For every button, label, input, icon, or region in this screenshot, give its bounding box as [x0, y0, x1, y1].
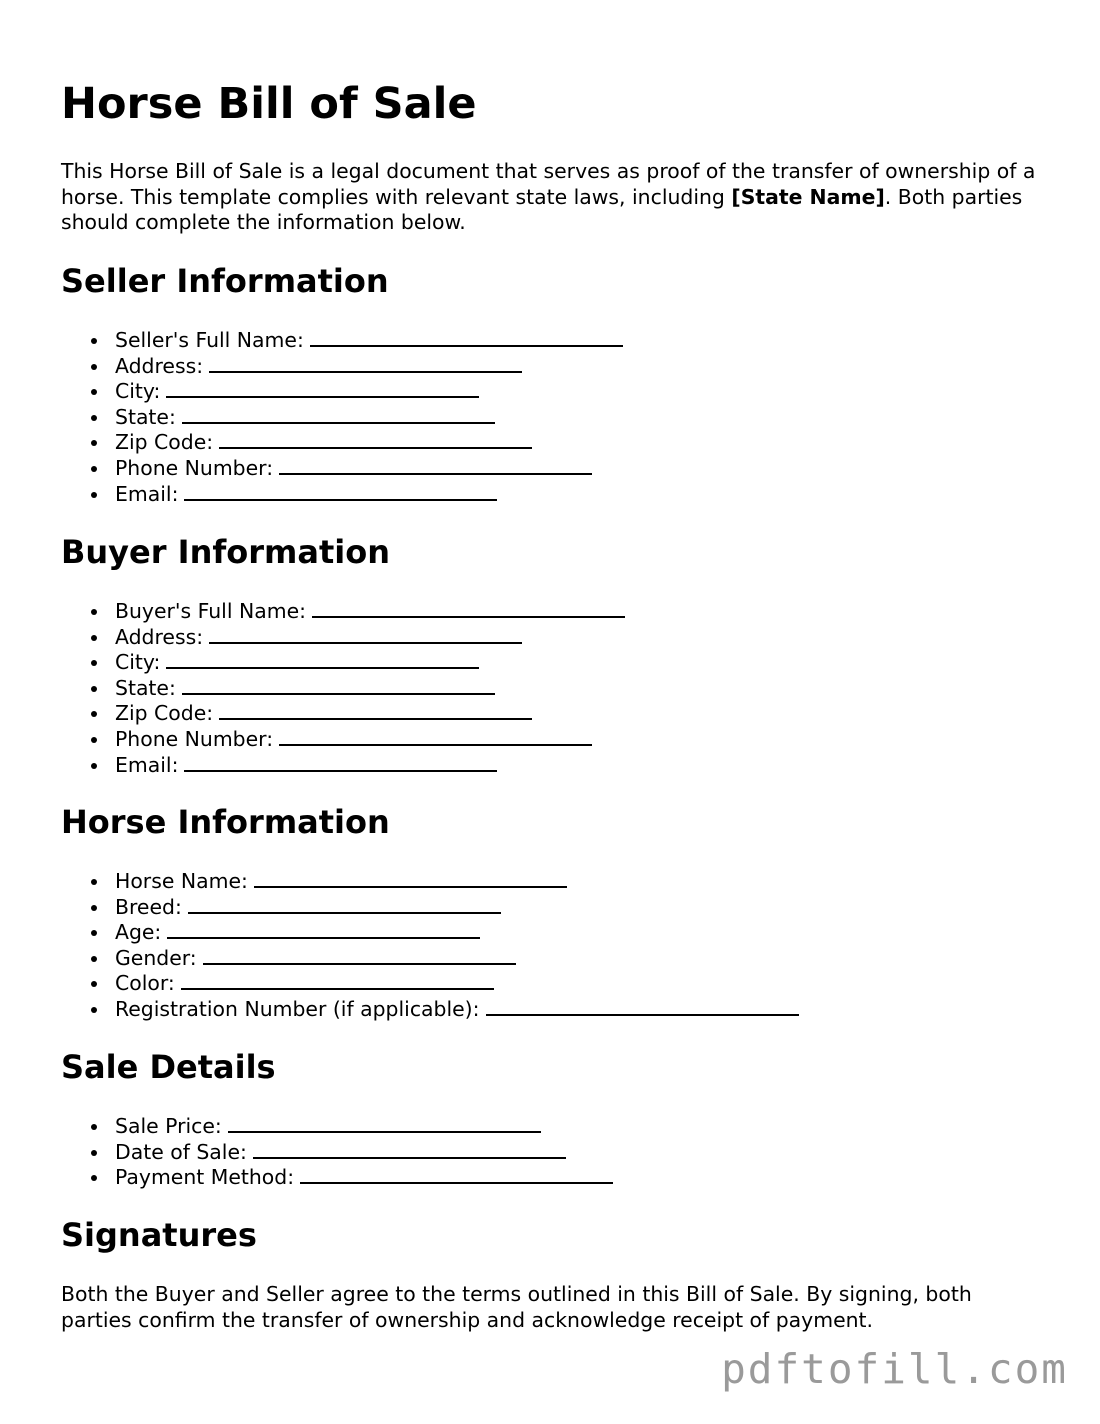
field-seller-full-name — [61, 327, 623, 353]
field-horse-age — [61, 919, 799, 945]
field-seller-phone — [61, 455, 623, 481]
field-label: Phone Number: — [115, 726, 274, 751]
field-label: Zip Code: — [115, 701, 214, 726]
fill-in-blank[interactable] — [486, 996, 799, 1016]
field-horse-name — [61, 868, 799, 894]
field-label: Phone Number: — [115, 455, 274, 480]
fill-in-blank[interactable] — [312, 598, 625, 618]
field-buyer-city — [61, 649, 625, 675]
field-horse-color — [61, 970, 799, 996]
fill-in-blank[interactable] — [182, 675, 495, 695]
field-label: City: — [115, 379, 161, 404]
field-label: Seller's Full Name: — [115, 328, 304, 352]
field-buyer-state — [61, 675, 625, 701]
seller-section-heading: Seller Information — [61, 262, 389, 300]
state-name-placeholder: [State Name] — [731, 184, 885, 209]
field-label: Gender: — [115, 945, 197, 970]
signatures-section-heading: Signatures — [61, 1216, 257, 1254]
field-label: Color: — [115, 971, 175, 996]
fill-in-blank[interactable] — [300, 1164, 613, 1184]
watermark: pdftofill.com — [721, 1345, 1068, 1393]
field-buyer-zip — [61, 700, 625, 726]
signatures-paragraph: Both the Buyer and Seller agree to the terms outlined in this Bill of Sale. By signing, both parties confirm the transfer of ownership and acknowledge receipt of payment. — [61, 1282, 972, 1332]
sale-fields-list — [61, 1113, 613, 1190]
fill-in-blank[interactable] — [203, 945, 516, 965]
field-label: Registration Number (if applicable): — [115, 996, 480, 1021]
field-label: Zip Code: — [115, 430, 214, 455]
field-horse-registration-number — [61, 996, 799, 1022]
page-title: Horse Bill of Sale — [61, 79, 477, 129]
field-label: Horse Name: — [115, 869, 248, 893]
fill-in-blank[interactable] — [166, 649, 479, 669]
fill-in-blank[interactable] — [209, 353, 522, 373]
sale-section-heading: Sale Details — [61, 1048, 276, 1086]
field-seller-email — [61, 481, 623, 507]
field-label: Email: — [115, 481, 179, 506]
field-label: City: — [115, 650, 161, 675]
fill-in-blank[interactable] — [279, 455, 592, 475]
intro-text-after: . Both parties should complete the information below. — [61, 184, 1023, 234]
horse-fields-list — [61, 868, 799, 1022]
field-label: Buyer's Full Name: — [115, 599, 306, 623]
field-label: Email: — [115, 752, 179, 777]
field-label: Payment Method: — [115, 1165, 295, 1190]
field-label: Age: — [115, 920, 162, 945]
field-label: State: — [115, 675, 176, 700]
fill-in-blank[interactable] — [219, 700, 532, 720]
intro-paragraph — [61, 159, 1036, 236]
field-seller-address — [61, 353, 623, 379]
fill-in-blank[interactable] — [310, 327, 623, 347]
seller-fields-list — [61, 327, 623, 506]
field-label: Breed: — [115, 894, 182, 919]
buyer-fields-list — [61, 598, 625, 777]
fill-in-blank[interactable] — [182, 404, 495, 424]
fill-in-blank[interactable] — [254, 868, 567, 888]
field-label: Sale Price: — [115, 1114, 222, 1138]
fill-in-blank[interactable] — [184, 481, 497, 501]
field-buyer-email — [61, 752, 625, 778]
field-horse-gender — [61, 945, 799, 971]
field-buyer-phone — [61, 726, 625, 752]
field-label: Address: — [115, 624, 204, 649]
field-buyer-full-name — [61, 598, 625, 624]
fill-in-blank[interactable] — [228, 1113, 541, 1133]
buyer-section-heading: Buyer Information — [61, 533, 390, 571]
fill-in-blank[interactable] — [166, 378, 479, 398]
fill-in-blank[interactable] — [279, 726, 592, 746]
fill-in-blank[interactable] — [209, 624, 522, 644]
fill-in-blank[interactable] — [184, 752, 497, 772]
field-label: State: — [115, 404, 176, 429]
field-payment-method — [61, 1164, 613, 1190]
field-seller-zip — [61, 429, 623, 455]
field-horse-breed — [61, 894, 799, 920]
fill-in-blank[interactable] — [188, 894, 501, 914]
field-label: Address: — [115, 353, 204, 378]
fill-in-blank[interactable] — [253, 1139, 566, 1159]
field-date-of-sale — [61, 1139, 613, 1165]
fill-in-blank[interactable] — [181, 970, 494, 990]
field-seller-city — [61, 378, 623, 404]
field-buyer-address — [61, 624, 625, 650]
intro-text-before: This Horse Bill of Sale is a legal document that serves as proof of the transfer of ownership of a horse. This template complies with relevant state laws, including — [61, 159, 1036, 209]
field-seller-state — [61, 404, 623, 430]
fill-in-blank[interactable] — [219, 429, 532, 449]
horse-section-heading: Horse Information — [61, 803, 390, 841]
field-label: Date of Sale: — [115, 1139, 247, 1164]
field-sale-price — [61, 1113, 613, 1139]
fill-in-blank[interactable] — [167, 919, 480, 939]
